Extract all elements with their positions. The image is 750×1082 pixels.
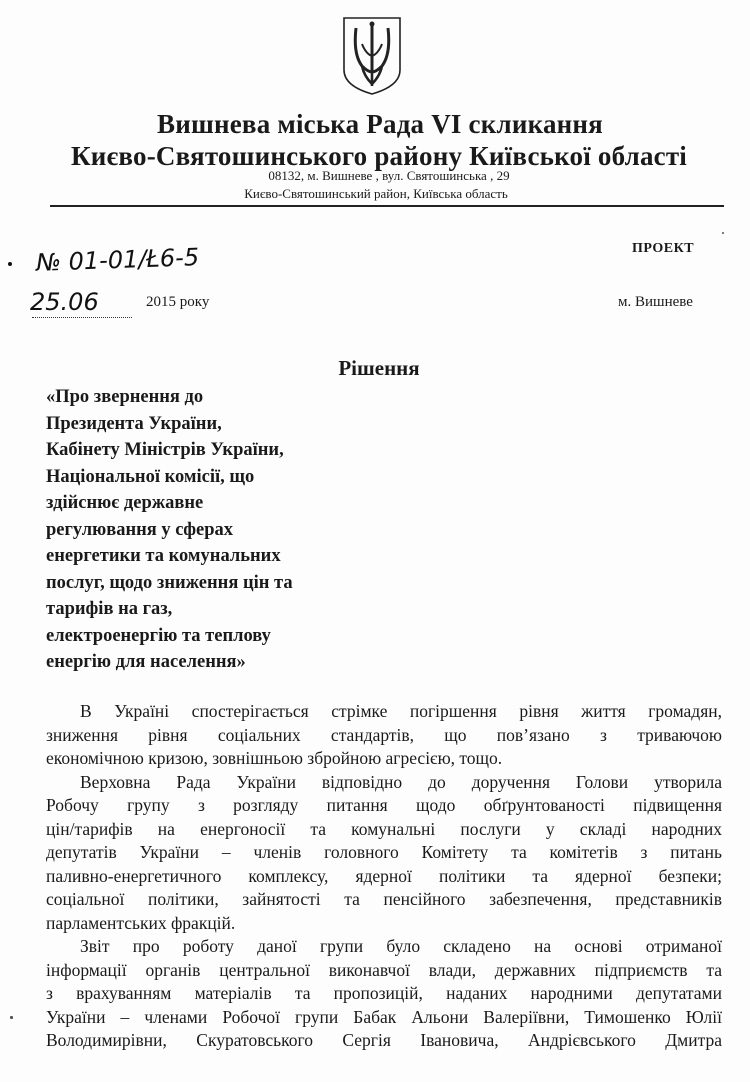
body-line: цін/тарифів на енергоносії та комунальні послуги у складі народних xyxy=(46,818,722,839)
year-text: 2015 року xyxy=(146,294,210,310)
date-underline xyxy=(32,317,132,318)
trident-emblem-icon xyxy=(340,14,404,96)
subject-line: електроенергію та теплову xyxy=(46,625,271,646)
scan-speck xyxy=(722,232,724,234)
handwritten-date: 25.06 xyxy=(30,288,99,316)
body-line: інформації органів центральної виконавчої влади, державних підприємств та xyxy=(46,959,722,980)
body-line: Звіт про роботу даної групи було складено на основі отриманої xyxy=(80,936,722,956)
subject-line: регулювання у сферах xyxy=(46,519,234,540)
council-district: Києво-Святошинського району Київської області xyxy=(71,141,687,171)
address-line-street: 08132, м. Вишневе , вул. Святошинська , 29 xyxy=(268,168,510,183)
subject-line: Президента України, xyxy=(46,413,222,434)
decision-subject xyxy=(46,384,336,676)
body-line: України – членами Робочої групи Бабак Альони Валеріївни, Тимошенко Юлії xyxy=(46,1006,722,1027)
body-line: парламентських фракцій. xyxy=(46,912,236,933)
subject-line: «Про звернення до xyxy=(46,387,204,407)
body-line: Робочу групу з розгляду питання щодо обґрунтованості підвищення xyxy=(46,795,722,815)
scan-speck xyxy=(10,1016,13,1019)
body-line: Володимирівни, Скуратовського Сергія Івановича, Андрієвського Дмитра xyxy=(46,1030,722,1050)
document-title: Рішення xyxy=(338,356,420,380)
project-label: ПРОЕКТ xyxy=(632,241,695,256)
subject-line: енергетики та комунальних xyxy=(46,546,281,566)
ink-dot xyxy=(8,262,12,266)
address-line-region: Києво-Святошинський район, Київська область xyxy=(244,186,508,201)
body-line: паливно-енергетичного комплексу, ядерної політики та ядерної безпеки; xyxy=(46,865,722,886)
council-name: Вишнева міська Рада VI скликання xyxy=(157,109,603,139)
subject-line: енергію для населення» xyxy=(46,652,246,672)
decision-body xyxy=(46,700,722,1053)
body-line: зниження рівня соціальних стандартів, що пов’язано з триваючою xyxy=(46,724,722,745)
subject-line: Кабінету Міністрів України, xyxy=(46,440,284,460)
body-line: депутатів України – членів головного Комітету та комітетів з питань xyxy=(46,842,722,862)
city-name: м. Вишневе xyxy=(618,294,693,310)
subject-line: здійснює державне xyxy=(46,493,204,513)
body-line: Верховна Рада України відповідно до доручення Голови утворила xyxy=(80,771,722,792)
body-line: соціальної політики, зайнятості та пенсійного забезпечення, представників xyxy=(46,889,722,909)
body-line: з врахуванням матеріалів та пропозицій, наданих народними депутатами xyxy=(46,983,722,1003)
subject-line: послуг, щодо зниження цін та xyxy=(46,572,293,593)
subject-line: Національної комісії, що xyxy=(46,466,255,487)
subject-line: тарифів на газ, xyxy=(46,599,173,619)
body-line: економічною кризою, зовнішньою збройною агресією, тощо. xyxy=(46,748,503,768)
handwritten-document-number: № 01-01/Ł6-5 xyxy=(35,243,200,277)
body-line: В Україні спостерігається стрімке погіршення рівня життя громадян, xyxy=(80,701,722,721)
header-divider xyxy=(50,205,724,207)
